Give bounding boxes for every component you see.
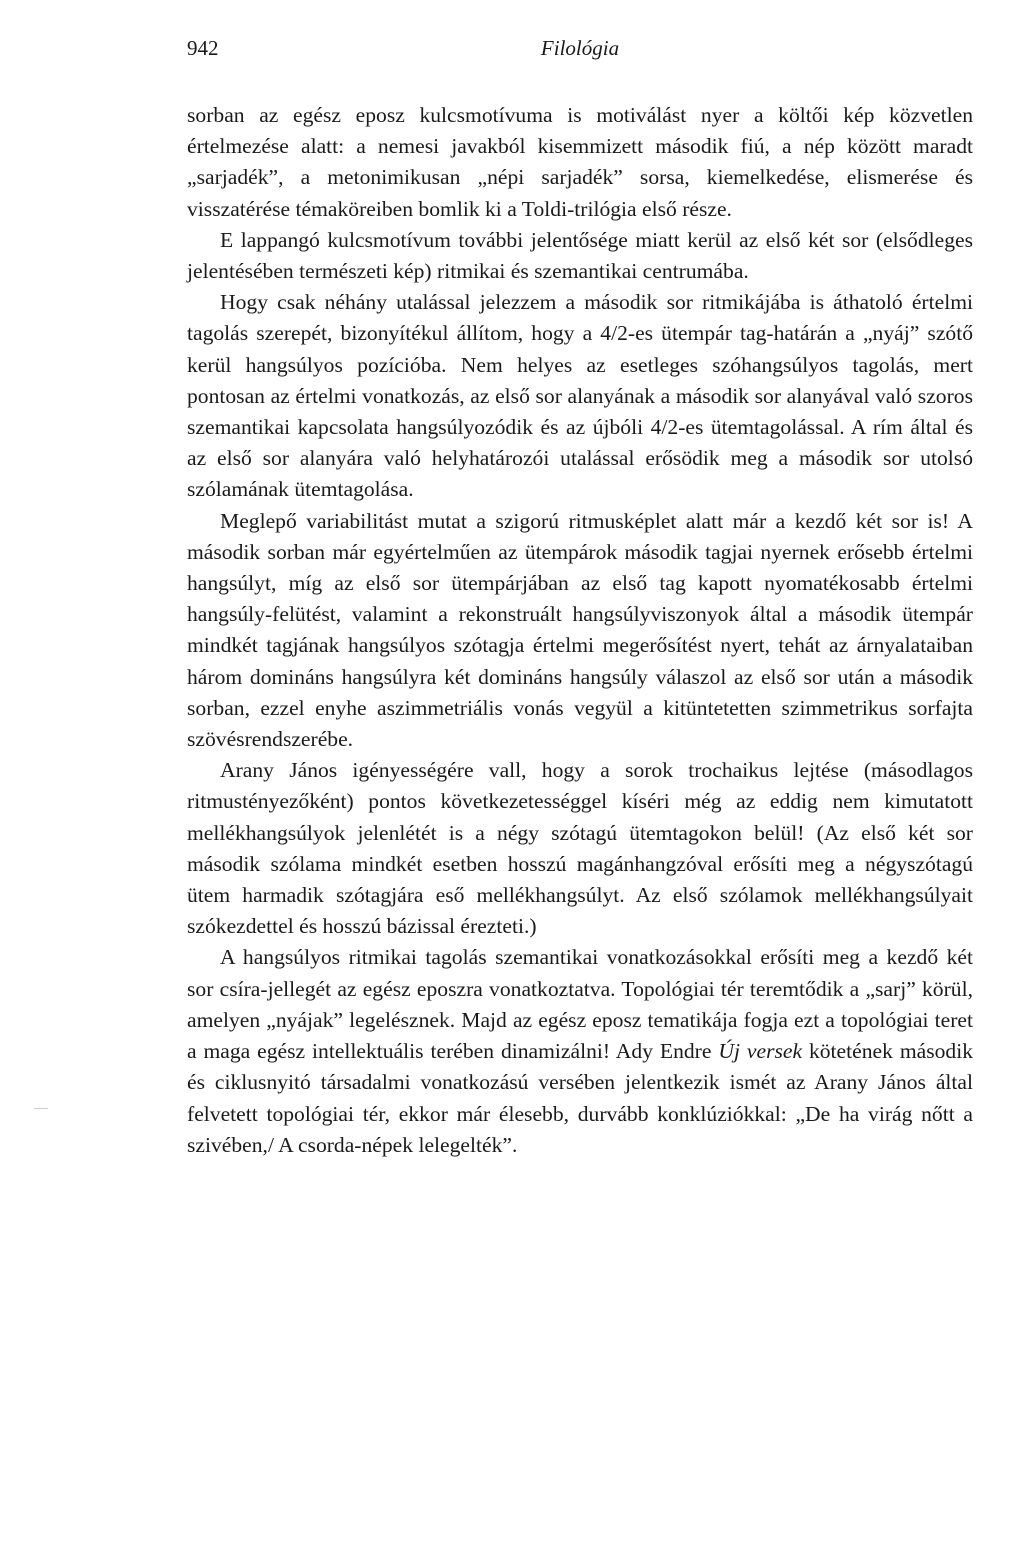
page-header [187,36,973,66]
paragraph-5: Arany János igényességére vall, hogy a sorok trochaikus lejtése (másodlagos ritmustényezőként) pontos következetességgel kíséri még az eddig nem kimutatott mellékhangsúlyok jelenlétét is a négy szótagú ütemtagokon belül! (Az első két sor második szólama mindkét esetben hosszú magánhangzóval erősíti meg a négyszótagú ütem harmadik szótagjára eső mellékhangsúlyt. Az első szólamok mellékhangsúlyait szókezdettel és hosszú bázissal érezteti.) [187,758,973,939]
paragraph-6-text-before: A hangsúlyos ritmikai tagolás szemantikai vonatkozásokkal erősíti meg a kezdő két sor csíra-jellegét az egész eposzra vonatkoztatva. Topológiai tér teremtődik a „sarj” körül, amelyen „nyájak” legelésznek. Majd az egész eposz tematikája fogja ezt a topológiai teret a maga egész intellektuális terében dinamizálni! Ady Endre [187,945,973,1064]
margin-mark [34,1108,48,1109]
running-title: Filológia [540,36,620,60]
paragraph-6-text-after: kötetének második és ciklusnyitó társadalmi vonatkozású versében jelentkezik ismét az Arany János által felvetett topológiai tér, ekkor már élesebb, durvább konklúziókkal: „De ha virág nőtt a szivében,/ A csorda-népek lelegelték”. [187,1039,973,1157]
paragraph-2: E lappangó kulcsmotívum további jelentősége miatt kerül az első két sor (elsődleges jelentésében természeti kép) ritmikai és szemantikai centrumába. [187,227,973,284]
page-number: 942 [187,36,219,60]
book-title: Új versek [718,1039,803,1064]
body-text [187,100,973,1161]
paragraph-3: Hogy csak néhány utalással jelezzem a második sor ritmikájába is áthatoló értelmi tagolás szerepét, bizonyítékul állítom, hogy a 4/2-es ütempár tag-határán a „nyáj” szótő kerül hangsúlyos pozícióba. Nem helyes az esetleges szóhangsúlyos tagolás, mert pontosan az értelmi vonatkozás, az első sor alanyának a második sor alanyával való szoros szemantikai kapcsolata hangsúlyozódik és az újbóli 4/2-es ütemtagolással. A rím által és az első sor alanyára való helyhatározói utalással erősödik meg a második sor utolsó szólamának ütemtagolása. [187,290,973,502]
paragraph-4: Meglepő variabilitást mutat a szigorú ritmusképlet alatt már a kezdő két sor is! A második sorban már egyértelműen az ütempárok második tagjai nyernek erősebb értelmi hangsúlyt, míg az első sor ütempárjában az első tag kapott nyomatékosabb értelmi hangsúly-felütést, valamint a rekonstruált hangsúlyviszonyok által a második ütempár mindkét tagjának hangsúlyos szótagja értelmi megerősítést nyert, tehát az árnyalataiban három domináns hangsúlyra két domináns hangsúly válaszol az első sor után a második sorban, ezzel enyhe aszimmetriális vonás vegyül a kitüntetetten szimmetrikus sorfajta szövésrendszerébe. [187,508,973,752]
paragraph-1: sorban az egész eposz kulcsmotívuma is motiválást nyer a költői kép közvetlen értelmezése alatt: a nemesi javakból kisemmizett második fiú, a nép között maradt „sarjadék”, a metonimikusan „népi sarjadék” sorsa, kiemelkedése, elismerése és visszatérése témaköreiben bomlik ki a Toldi-trilógia első része. [187,103,973,221]
paragraph-6 [187,942,973,1160]
